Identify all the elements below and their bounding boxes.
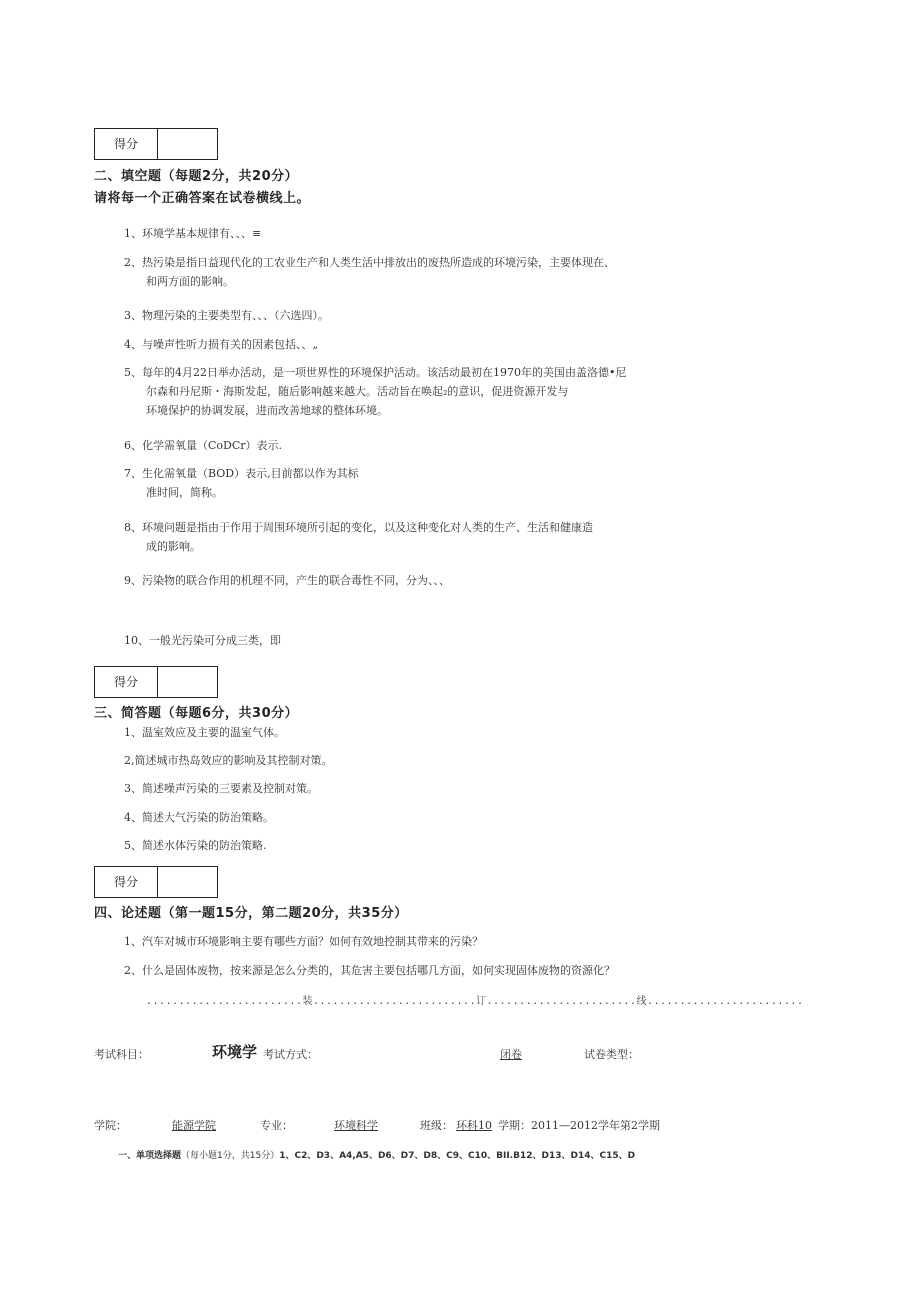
- score-label: 得分: [95, 129, 158, 159]
- short-question-4: 4、简述大气污染的防治策略。: [124, 811, 274, 824]
- question-text: 8、环境问题是指由于作用于周围环境所引起的变化，以及这种变化对人类的生产、生活和健康造: [124, 521, 593, 534]
- question-text: 10、一般光污染可分成三类，即: [124, 634, 281, 647]
- fill-question-4: [124, 335, 318, 354]
- subject-label: 考试科目：: [94, 1048, 149, 1061]
- question-text-cont: 环境保护的协调发展，进而改善地球的整体环境。: [146, 404, 388, 417]
- short-question-3: 3、简述噪声污染的三要素及控制对策。: [124, 782, 318, 795]
- fill-question-3: [124, 306, 329, 325]
- question-text: 9、污染物的联合作用的机理不同，产生的联合毒性不同，分为、、、: [124, 574, 450, 587]
- section3-heading: 三、简答题（每题6分，共30分）: [94, 706, 299, 721]
- question-text-cont: 和两方面的影响。: [146, 275, 234, 288]
- score-box: [94, 666, 218, 698]
- answer-key: [118, 1148, 635, 1161]
- college-value: 能源学院: [172, 1119, 216, 1132]
- short-question-1: 1、温室效应及主要的温室气体。: [124, 726, 285, 739]
- question-text: 3、物理污染的主要类型有、、、（六选四）。: [124, 309, 329, 322]
- answer-key-answers: 1、C2、D3、A4,A5、D6、D7、D8、C9、C10、BII.B12、D13、D14、C15、D: [279, 1151, 636, 1161]
- answer-key-detail: （每小题1分，共15分）: [181, 1151, 280, 1161]
- short-question-2: 2,简述城市热岛效应的影响及其控制对策。: [124, 754, 333, 767]
- term-text: 学期：2011—2012学年第2学期: [498, 1119, 660, 1132]
- score-box: [94, 128, 218, 160]
- essay-question-1: 1、汽车对城市环境影响主要有哪些方面？如何有效地控制其带来的污染？: [124, 935, 483, 948]
- method-label: 考试方式：: [263, 1048, 318, 1061]
- fill-question-6: [124, 436, 282, 455]
- question-text: 1、环境学基本规律有、、、≡: [124, 227, 262, 240]
- score-box: [94, 866, 218, 898]
- fill-question-10: [124, 631, 281, 650]
- fill-question-5: [124, 363, 626, 420]
- question-text: 6、化学需氧量（CoDCr）表示.: [124, 439, 283, 452]
- question-text-cont: 准时间，简称。: [146, 486, 223, 499]
- score-label: 得分: [95, 667, 158, 697]
- section2-instruction: 请将每一个正确答案在试卷横线上。: [94, 191, 311, 206]
- college-label: 学院：: [94, 1119, 127, 1132]
- fill-question-7: [124, 464, 359, 502]
- answer-key-label: 一、单项选择题: [118, 1151, 182, 1161]
- fill-question-8: [124, 518, 593, 556]
- question-text: 4、与噪声性听力损有关的因素包括、、„: [124, 338, 319, 351]
- class-value: 环科10: [456, 1119, 492, 1132]
- essay-question-2: 2、什么是固体废物，按来源是怎么分类的，其危害主要包括哪几方面，如何实现固体废物的资源化？: [124, 964, 615, 977]
- subject-value: 环境学: [212, 1043, 258, 1061]
- major-value: 环境科学: [334, 1119, 378, 1132]
- score-label: 得分: [95, 867, 158, 897]
- question-text-cont: 尔森和丹尼斯・海斯发起，随后影响越来越大。活动旨在唤起₂的意识，促进资源开发与: [146, 385, 569, 398]
- binding-line: ........................装.........................订.......................线........................: [146, 996, 804, 1007]
- class-label: 班级：: [420, 1119, 453, 1132]
- question-text: 7、生化需氧量（BOD）表示,目前都以作为其标: [124, 467, 359, 480]
- fill-question-2: [124, 253, 615, 291]
- section4-heading: 四、论述题（第一题15分，第二题20分，共35分）: [94, 906, 408, 921]
- method-value: 闭卷: [500, 1048, 522, 1061]
- fill-question-1: [124, 224, 261, 243]
- question-text: 5、每年的4月22日举办活动，是一项世界性的环境保护活动。该活动最初在1970年的美国由盖洛德•尼: [124, 366, 627, 379]
- question-text: 2、热污染是指日益现代化的工农业生产和人类生活中排放出的废热所造成的环境污染，主要体现在、: [124, 256, 615, 269]
- short-question-5: 5、简述水体污染的防治策略.: [124, 839, 267, 852]
- section2-heading: 二、填空题（每题2分，共20分）: [94, 169, 299, 184]
- question-text-cont: 成的影响。: [146, 540, 201, 553]
- fill-question-9: [124, 571, 450, 590]
- paper-type-label: 试卷类型：: [584, 1048, 639, 1061]
- major-label: 专业：: [260, 1119, 293, 1132]
